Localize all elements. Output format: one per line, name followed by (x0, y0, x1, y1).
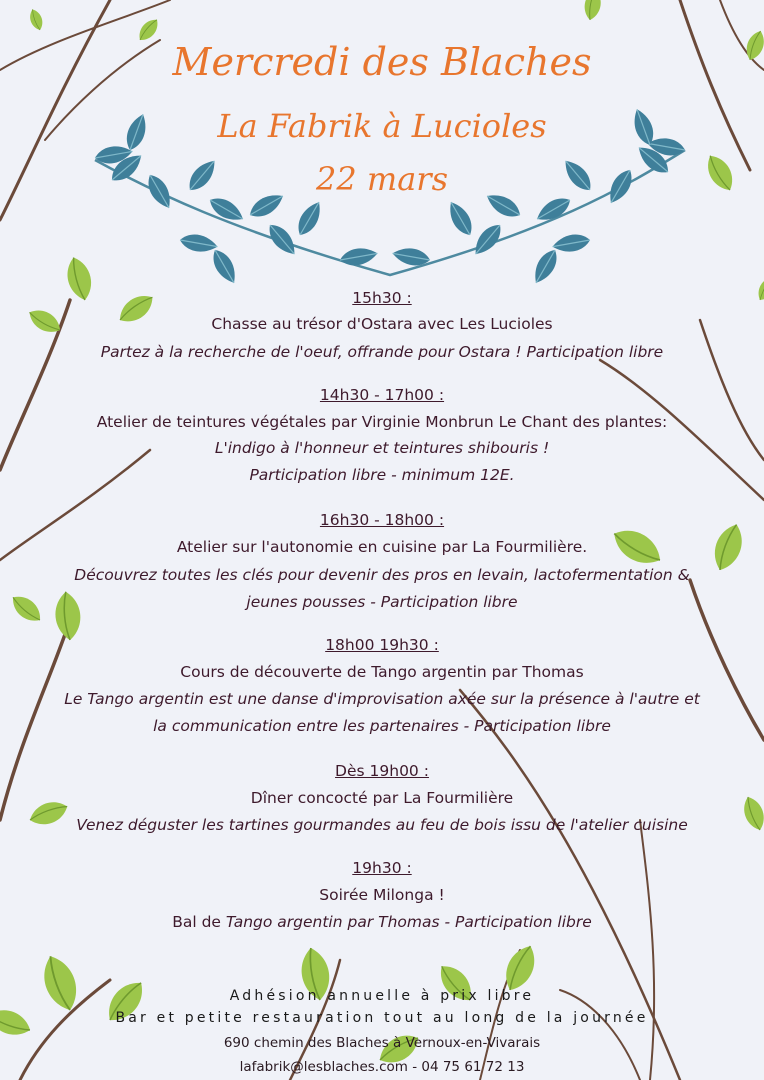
event-title: Chasse au trésor d'Ostara avec Les Lucioles (211, 315, 553, 333)
membership-note: Adhésion annuelle à prix libre (229, 988, 535, 1004)
event-title: Soirée Milonga ! (319, 886, 445, 904)
event-title: Cours de découverte de Tango argentin par Thomas (180, 663, 584, 681)
venue-name: La Fabrik à Lucioles (217, 107, 547, 145)
event-description: Participation libre - minimum 12E. (249, 466, 515, 484)
event-description-italic: Tango argentin par Thomas - Participation libre (225, 913, 592, 931)
event-time: 19h30 : (352, 859, 412, 877)
event-description: Le Tango argentin est une danse d'improvisation axée sur la présence à l'autre et (64, 690, 700, 708)
event-description (0, 912, 764, 932)
event-description-plain: Bal de (172, 913, 226, 931)
event-description: la communication entre les partenaires - Participation libre (153, 717, 611, 735)
poster-title: Mercredi des Blaches (172, 40, 592, 84)
event-description: jeunes pousses - Participation libre (246, 593, 518, 611)
event-time: Dès 19h00 : (335, 762, 429, 780)
event-time: 16h30 - 18h00 : (319, 511, 445, 529)
event-title: Atelier sur l'autonomie en cuisine par La Fourmilière. (176, 538, 588, 556)
event-title: Dîner concocté par La Fourmilière (250, 789, 514, 807)
event-description: Partez à la recherche de l'oeuf, offrande pour Ostara ! Participation libre (100, 343, 664, 361)
address: 690 chemin des Blaches à Vernoux-en-Vivarais (223, 1035, 541, 1051)
event-time: 14h30 - 17h00 : (319, 386, 445, 404)
event-description: L'indigo à l'honneur et teintures shibouris ! (214, 439, 550, 457)
event-description: Découvrez toutes les clés pour devenir des pros en levain, lactofermentation & (74, 566, 690, 584)
event-description: Venez déguster les tartines gourmandes au feu de bois issu de l'atelier cuisine (76, 816, 688, 834)
bar-note: Bar et petite restauration tout au long de la journée (115, 1010, 649, 1026)
contact-info: lafabrik@lesblaches.com - 04 75 61 72 13 (239, 1059, 525, 1075)
event-date: 22 mars (315, 160, 449, 198)
event-time: 18h00 19h30 : (325, 636, 439, 654)
event-time: 15h30 : (352, 289, 412, 307)
event-title: Atelier de teintures végétales par Virginie Monbrun Le Chant des plantes: (96, 413, 668, 431)
